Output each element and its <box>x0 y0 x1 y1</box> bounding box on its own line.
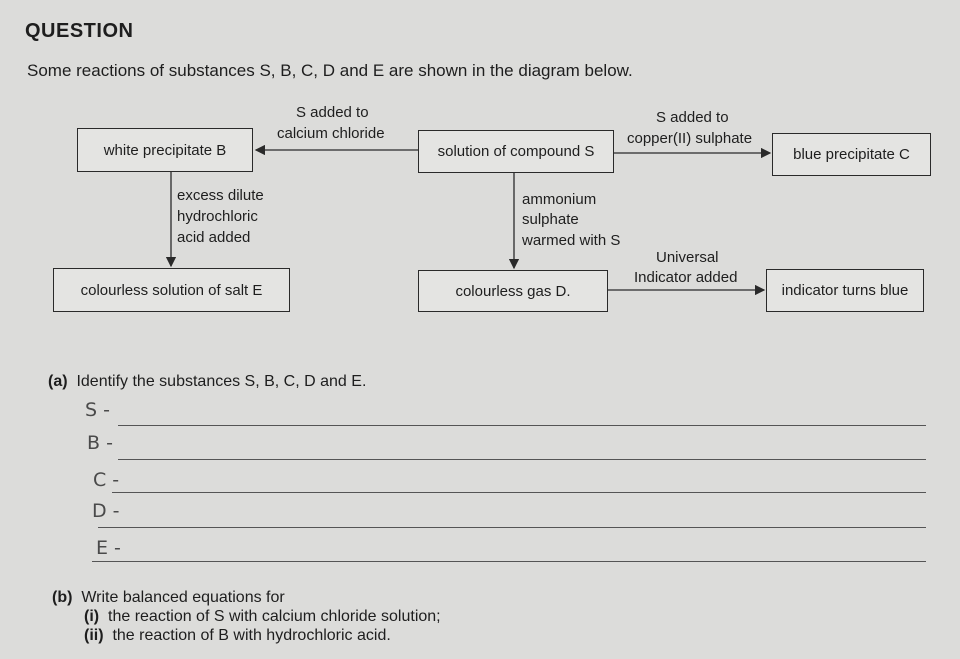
question-b-part-i-text: the reaction of S with calcium chloride solution; <box>108 608 441 625</box>
question-b-part-ii <box>84 627 391 645</box>
label-s-added-calcium-1: S added to <box>296 104 369 121</box>
label-hcl-2: hydrochloric <box>177 208 258 225</box>
box-colourless-gas-d: colourless gas D. <box>418 270 608 312</box>
question-b-label: (b) <box>52 589 73 606</box>
question-b <box>52 589 285 607</box>
question-b-part-i-label: (i) <box>84 608 100 625</box>
box-solution-compound-s: solution of compound S <box>418 130 614 173</box>
label-ammonium-1: ammonium <box>522 191 597 208</box>
question-b-part-ii-text: the reaction of B with hydrochloric acid. <box>112 627 391 644</box>
answer-c-handwritten: C - <box>93 469 120 491</box>
question-a <box>48 373 366 391</box>
box-white-precipitate-b: white precipitate B <box>77 128 253 172</box>
label-hcl-1: excess dilute <box>177 187 264 204</box>
question-b-text: Write balanced equations for <box>81 589 285 606</box>
intro-text: Some reactions of substances S, B, C, D and E are shown in the diagram below. <box>27 61 633 80</box>
label-universal-2: Indicator added <box>634 269 738 286</box>
label-ammonium-2: sulphate <box>522 211 579 228</box>
question-heading: QUESTION <box>25 20 134 42</box>
label-s-added-calcium-2: calcium chloride <box>277 125 385 142</box>
answer-s-handwritten: S - <box>85 399 110 421</box>
label-ammonium-3: warmed with S <box>522 232 621 249</box>
question-a-label: (a) <box>48 373 68 390</box>
answer-line-e[interactable] <box>92 561 926 562</box>
label-universal-1: Universal <box>656 249 719 266</box>
box-blue-precipitate-c: blue precipitate C <box>772 133 931 176</box>
label-s-added-copper-1: S added to <box>656 109 729 126</box>
answer-line-d[interactable] <box>98 527 926 528</box>
question-b-part-ii-label: (ii) <box>84 627 104 644</box>
label-s-added-copper-2: copper(II) sulphate <box>627 130 753 147</box>
answer-line-c[interactable] <box>112 492 926 493</box>
answer-line-s[interactable] <box>118 425 926 426</box>
box-indicator-turns-blue: indicator turns blue <box>766 269 924 312</box>
question-b-part-i <box>84 608 441 626</box>
question-a-text: Identify the substances S, B, C, D and E. <box>76 373 367 390</box>
box-colourless-solution-e: colourless solution of salt E <box>53 268 290 312</box>
answer-e-handwritten: E - <box>96 537 121 559</box>
answer-line-b[interactable] <box>118 459 926 460</box>
label-hcl-3: acid added <box>177 229 251 246</box>
answer-b-handwritten: B - <box>87 432 113 454</box>
answer-d-handwritten: D - <box>92 500 120 522</box>
